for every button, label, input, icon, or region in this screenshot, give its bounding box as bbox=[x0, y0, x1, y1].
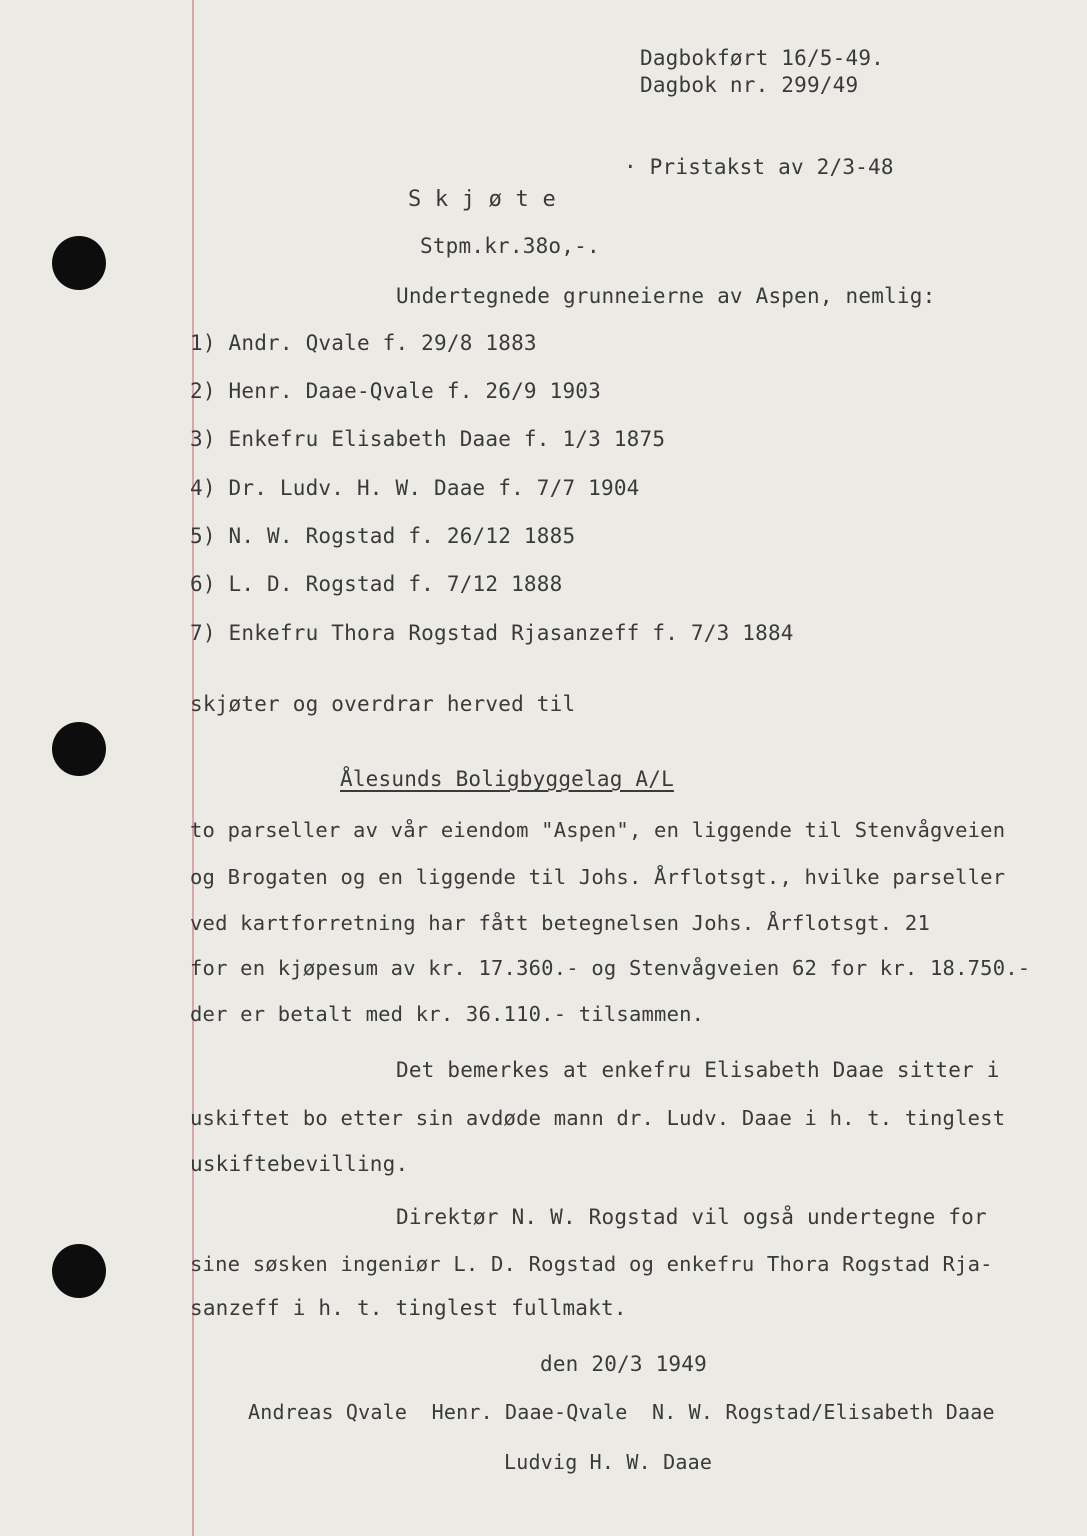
body-line: to parseller av vår eiendom "Aspen", en liggende til Stenvågveien bbox=[190, 818, 1006, 842]
owner-line: 7) Enkefru Thora Rogstad Rjasanzeff f. 7/3 1884 bbox=[190, 621, 794, 645]
paragraph-line: Det bemerkes at enkefru Elisabeth Daae sitter i bbox=[396, 1058, 1000, 1082]
document-title: S k j ø t e bbox=[408, 187, 556, 212]
paragraph-line: uskiftet bo etter sin avdøde mann dr. Ludv. Daae i h. t. tinglest bbox=[190, 1106, 1006, 1130]
transfer-line: skjøter og overdrar herved til bbox=[190, 692, 576, 716]
paragraph-line: uskiftebevilling. bbox=[190, 1152, 409, 1176]
body-line: der er betalt med kr. 36.110.- tilsammen. bbox=[190, 1002, 705, 1026]
punch-hole bbox=[52, 236, 106, 290]
body-line: og Brogaten og en liggende til Johs. Årflotsgt., hvilke parseller bbox=[190, 865, 1006, 889]
signatures-row: Ludvig H. W. Daae bbox=[504, 1450, 713, 1474]
punch-hole bbox=[52, 722, 106, 776]
signatures-row: Andreas Qvale Henr. Daae-Qvale N. W. Rogstad/Elisabeth Daae bbox=[248, 1400, 995, 1424]
owner-line: 2) Henr. Daae-Qvale f. 26/9 1903 bbox=[190, 379, 601, 403]
punch-hole bbox=[52, 1244, 106, 1298]
paragraph-line: sanzeff i h. t. tinglest fullmakt. bbox=[190, 1296, 627, 1320]
body-line: ved kartforretning har fått betegnelsen Johs. Årflotsgt. 21 bbox=[190, 911, 930, 935]
owner-line: 6) L. D. Rogstad f. 7/12 1888 bbox=[190, 572, 563, 596]
dagbok-nr-line: Dagbok nr. 299/49 bbox=[640, 73, 859, 97]
date-line: den 20/3 1949 bbox=[540, 1352, 707, 1376]
body-line: for en kjøpesum av kr. 17.360.- og Stenvågveien 62 for kr. 18.750.- bbox=[190, 956, 1031, 980]
buyer-name: Ålesunds Boligbyggelag A/L bbox=[340, 767, 674, 791]
owner-line: 4) Dr. Ludv. H. W. Daae f. 7/7 1904 bbox=[190, 476, 640, 500]
paragraph-line: sine søsken ingeniør L. D. Rogstad og enkefru Thora Rogstad Rja- bbox=[190, 1252, 993, 1276]
owner-line: 3) Enkefru Elisabeth Daae f. 1/3 1875 bbox=[190, 427, 666, 451]
pristakst-line: · Pristakst av 2/3-48 bbox=[624, 155, 894, 179]
owner-line: 5) N. W. Rogstad f. 26/12 1885 bbox=[190, 524, 576, 548]
intro-line: Undertegnede grunneierne av Aspen, nemlig: bbox=[396, 284, 936, 308]
dagbokfort-line: Dagbokført 16/5-49. bbox=[640, 46, 885, 70]
owner-line: 1) Andr. Qvale f. 29/8 1883 bbox=[190, 331, 537, 355]
paragraph-line: Direktør N. W. Rogstad vil også undertegne for bbox=[396, 1205, 987, 1229]
stamp-line: Stpm.kr.38o,-. bbox=[420, 234, 600, 258]
